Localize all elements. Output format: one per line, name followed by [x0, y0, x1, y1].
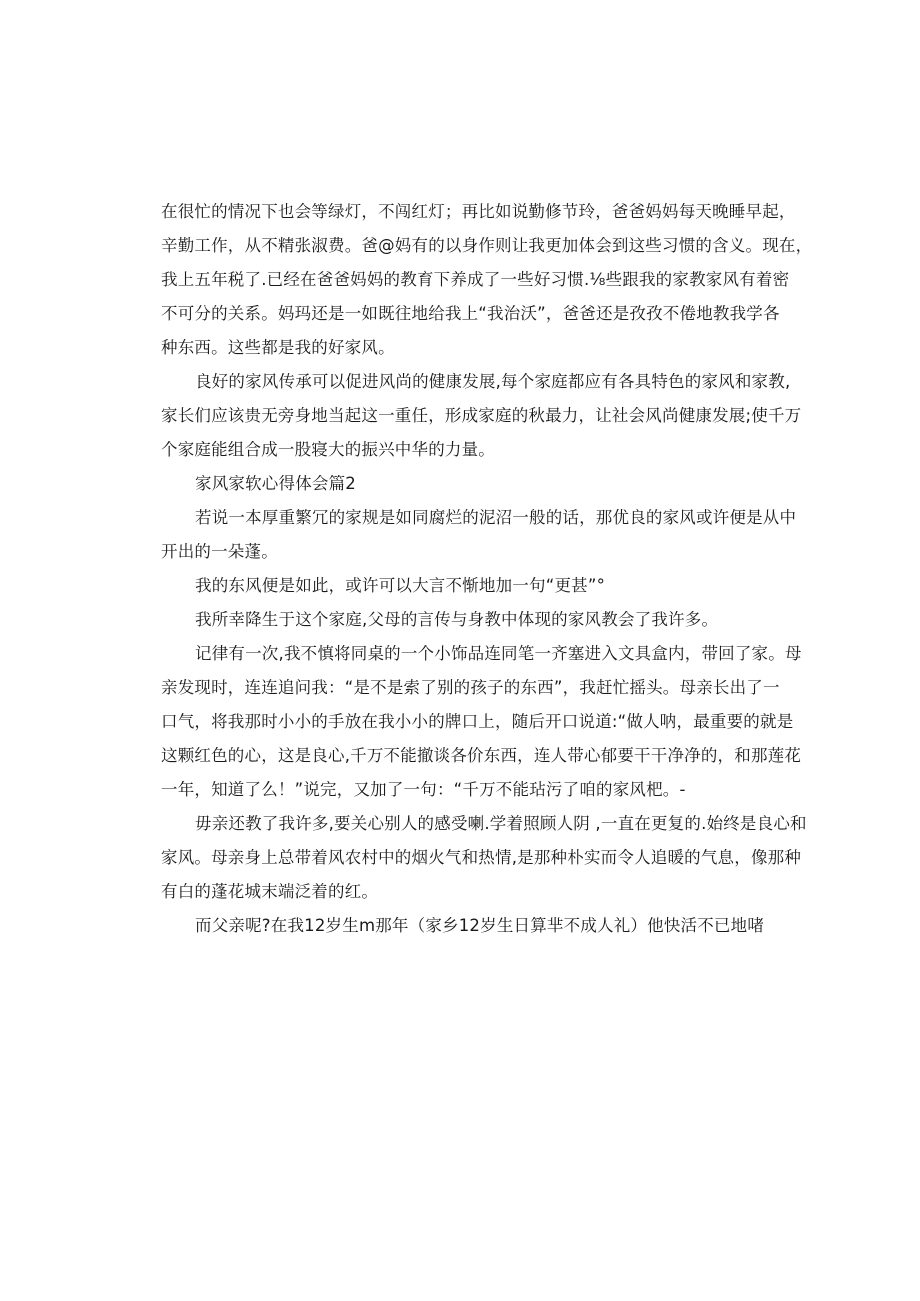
- text-line: 我所幸降生于这个家庭,父母的言传与身教中体现的家风教会了我许多。: [195, 610, 719, 629]
- section-heading: 家风家软心得体会篇2: [195, 474, 356, 493]
- text-line: 个家庭能组合成一股寝大的振兴中华的力量。: [161, 440, 495, 459]
- text-line: 记律有一次,我不慎将同桌的一个小饰品连同笔一齐塞进入文具盒内，带回了家。母: [195, 644, 802, 663]
- text-line: 在很忙的情况下也会等绿灯，不闯红灯；再比如说勤修节玲，爸爸妈妈每天晚睡早起，: [161, 202, 796, 221]
- text-line: 亲发现时，连连追问我：“是不是索了别的孩子的东西”，我赶忙摇头。母亲长出了一: [161, 678, 780, 697]
- text-line: 这颗红色的心，这是良心,千万不能撤谈各价东西，连人带心郁要干干净净的，和那莲花: [161, 746, 802, 765]
- text-line: 若说一本厚重繁冗的家规是如同腐烂的泥沼一般的话，那优良的家风或许便是从中: [195, 508, 797, 527]
- text-line: 而父亲呢?在我12岁生m那年（家乡12岁生日算芈不成人礼）他快活不已地啫: [195, 916, 765, 935]
- text-line: 我的东风便是如此，或许可以大言不惭地加一句“更甚”°: [195, 576, 606, 595]
- text-line: 一年，知道了么！”说完，又加了一句：“千万不能玷污了咱的家风杷。-: [161, 780, 686, 799]
- text-line: 口气，将我那时小小的手放在我小小的牌口上，随后开口说道:“做人呐，最重要的就是: [161, 712, 794, 731]
- text-line: 不可分的关系。妈玛还是一如既往地给我上“我治沃”，爸爸还是孜孜不倦地教我学各: [161, 304, 780, 323]
- text-line: 良好的家风传承可以促进风尚的健康发展,每个家庭都应有各具特色的家风和家教,: [195, 372, 791, 391]
- text-line: 有白的蓬花城末端泛着的红。: [161, 882, 379, 901]
- text-line: 辛勤工作，从不精张淑费。爸@妈有的以身作则让我更加体会到这些习惯的含义。现在，: [161, 236, 813, 255]
- text-line: 我上五年税了.已经在爸爸妈妈的教育下养成了一些好习惯.⅛些跟我的家教家风有着密: [161, 270, 790, 289]
- text-line: 家风。母亲身上总带着风农村中的烟火气和热情,是那种朴实而令人追暖的气息，像那种: [161, 848, 802, 867]
- text-line: 种东西。这些都是我的好家风。: [161, 338, 395, 357]
- text-line: 毋亲还教了我许多,要关心别人的感受喇.学着照顾人阴 ,一直在更复的.始终是良心和: [195, 814, 807, 833]
- text-line: 开出的一朵蓬。: [161, 542, 278, 561]
- text-line: 家长们应该贵无旁身地当起这一重任，形成家庭的秋最力，让社会风尚健康发展;使千万: [161, 406, 802, 425]
